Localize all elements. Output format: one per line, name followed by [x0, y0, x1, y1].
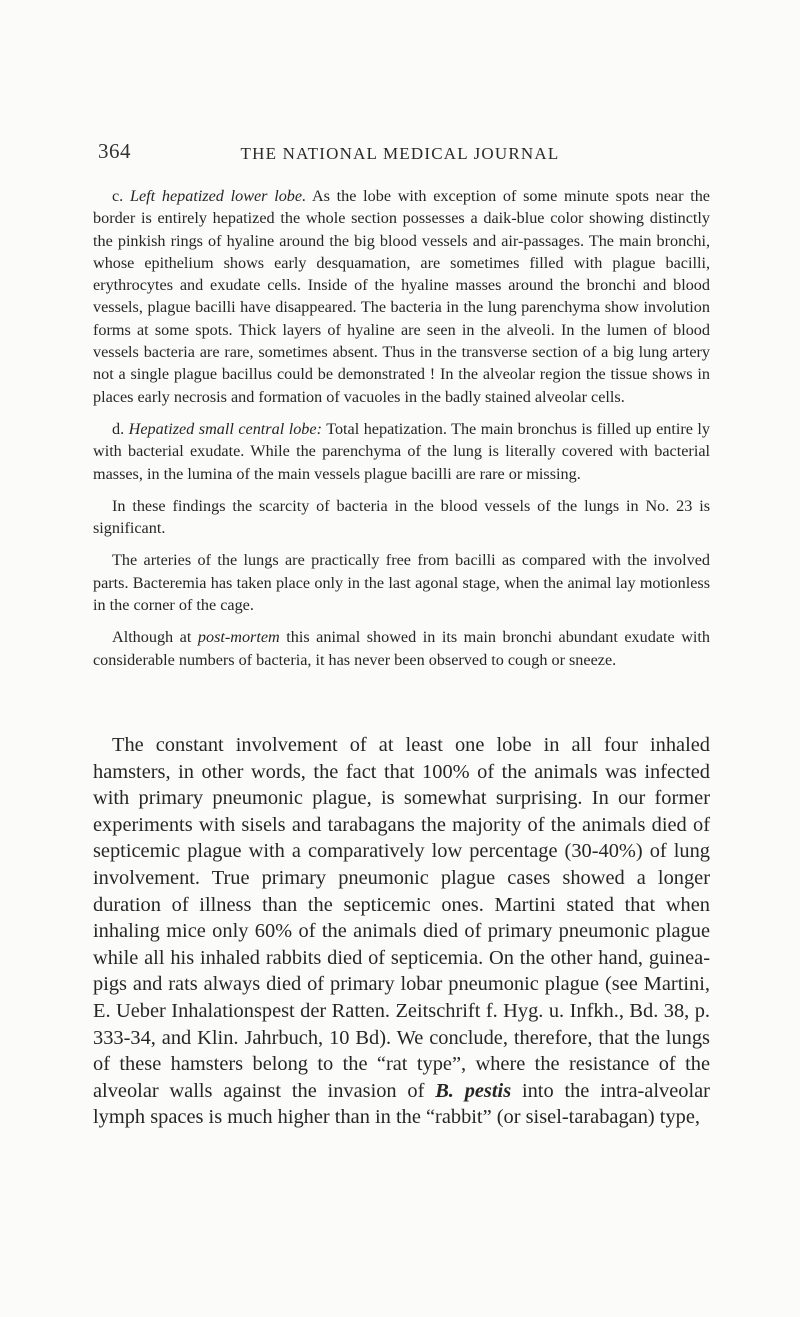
paragraph-although: [93, 626, 710, 671]
paragraph-conclusion-start: The constant involvement of at least one lobe in all four inhaled hamsters, in other words, the fact that 100% of the animals was infected with primary pneumonic plague, is somewhat surprising. In our former experiments with sisels and tarabagans the majority of the animals died of septicemic plague with a comparatively low percentage (30-40%) of lung involvement. True primary pneumonic plague cases showed a longer duration of illness than the septicemic ones. Martini stated that when inhaling mice only 60% of the animals died of primary pneumonic plague while all his inhaled rabbits died of septicemia. On the other hand, guinea-pigs and rats always died of primary lobar pneumonic plague (see Martini, E. Ueber Inhalationspest der Ratten. Zeitschrift f. Hyg. u. Infkh., Bd. 38, p. 333-34, and Klin. Jahrbuch, 10 Bd). We conclude, therefore, that the lungs of these hamsters belong to the “rat type”, where the resistance of the alveolar walls against the invasion of: [93, 734, 710, 1102]
large-print-section: [93, 732, 710, 1131]
paragraph-c-title: Left hepatized lower lobe.: [129, 187, 307, 205]
paragraph-arteries: The arteries of the lungs are practically free from bacilli as compared with the involved parts. Bacteremia has taken place only in the last agonal stage, when the animal lay motionless in the corner of the cage.: [93, 551, 710, 615]
paragraph-d-text: Total hepatization. The main bronchus is filled up entire ly with bacterial exudate. While the parenchyma of the lung is literally covered with bacterial masses, in the lumina of the main vessels plague bacilli are rare or missing.: [93, 419, 711, 483]
paragraph-c: [93, 185, 710, 408]
paragraph-although-italic: post-mortem: [197, 628, 280, 647]
paragraph-c-text: As the lobe with exception of some minute spots near the border is entirely hepatized the whole section possesses a daik-blue color showing distinctly the pinkish rings of hyaline around the big blood vessels and air-passages. The main bronchi, whose epithelium shows early desquamation, are sometimes filled with plague bacilli, erythrocytes and exudate cells. Inside of the hyaline masses around the bronchi and blood vessels, plague bacilli have disappeared. The bacteria in the lung parenchyma show involution forms at some spots. Thick layers of hyaline are seen in the alveoli. In the lumen of blood vessels bacteria are rare, sometimes absent. Thus in the transverse section of a big lung artery not a single plague bacillus could be demonstrated ! In the alveolar region the tissue shows in places early necrosis and formation of vacuoles in the badly stained alveolar cells.: [93, 187, 710, 406]
paragraph-although-start: Although at: [112, 628, 192, 647]
small-print-section: [93, 185, 710, 671]
page-number: 364: [98, 139, 131, 163]
paragraph-d-marker: d.: [112, 419, 125, 438]
paragraph-c-marker: c.: [112, 187, 124, 205]
paragraph-conclusion: [93, 732, 710, 1131]
paragraph-d: [93, 418, 710, 485]
running-head: THE NATIONAL MEDICAL JOURNAL: [240, 144, 560, 163]
paragraph-although-end: this animal showed in its main bronchi abundant exudate with considerable numbers of bacteria, it has never been observed to cough or sneeze.: [93, 628, 711, 669]
paragraph-d-title: Hepatized small central lobe:: [128, 419, 322, 438]
paragraph-conclusion-end: into the intra-alveolar lymph spaces is much higher than in the “rabbit” (or sisel-tarabagan) type,: [93, 1079, 710, 1129]
paragraph-findings: In these findings the scarcity of bacteria in the blood vessels of the lungs in No. 23 is significant.: [93, 496, 710, 538]
paragraph-conclusion-genus: B. pestis: [435, 1079, 512, 1102]
